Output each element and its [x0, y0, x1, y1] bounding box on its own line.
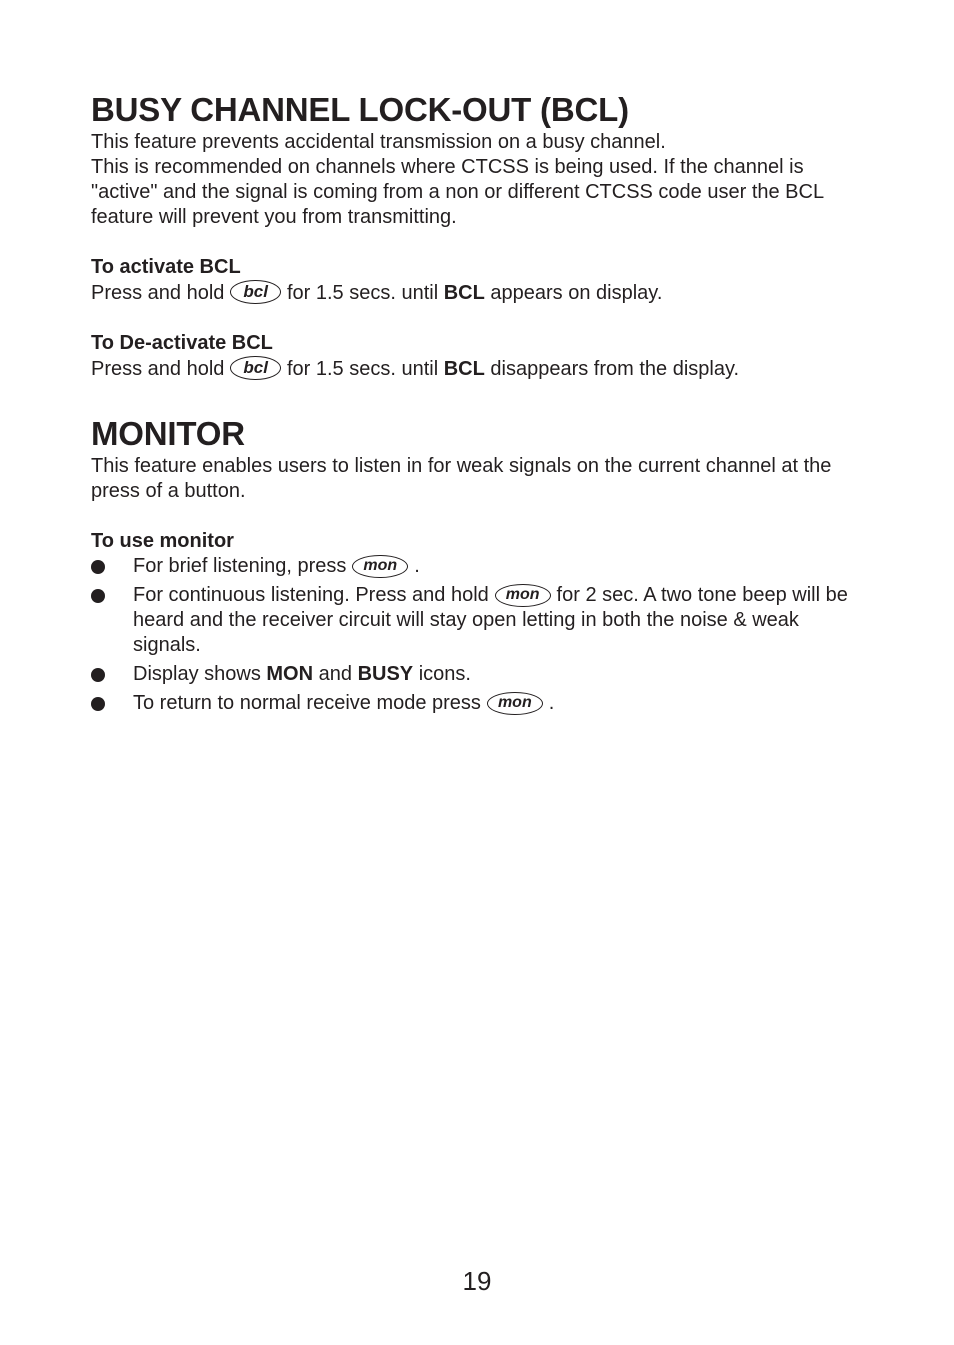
bullet-icon	[91, 668, 105, 682]
mon-key-icon: mon	[352, 555, 408, 578]
manual-page	[91, 90, 871, 720]
bullet-text: .	[548, 692, 555, 714]
bcl-activate-instruction	[91, 280, 871, 306]
bullet-text: For brief listening, press	[133, 555, 347, 577]
monitor-use-heading: To use monitor	[91, 530, 234, 552]
bcl-activate-bold: BCL	[443, 282, 485, 304]
bcl-deactivate-before: Press and hold	[91, 358, 225, 380]
list-item	[91, 554, 871, 579]
bcl-key-icon: bcl	[230, 280, 281, 304]
bullet-text: icons.	[418, 663, 471, 685]
bcl-activate-heading: To activate BCL	[91, 256, 241, 278]
busy-bold: BUSY	[357, 663, 414, 685]
monitor-title: MONITOR	[91, 415, 245, 452]
bcl-deactivate-after: disappears from the display.	[490, 358, 740, 380]
bcl-activate-before: Press and hold	[91, 282, 225, 304]
page-number: 19	[462, 1266, 492, 1296]
bullet-text: Display shows	[133, 663, 261, 685]
list-item	[91, 662, 871, 687]
bcl-activate-after: appears on display.	[490, 282, 663, 304]
mon-key-icon: mon	[487, 692, 543, 715]
bullet-text: To return to normal receive mode press	[133, 692, 481, 714]
bcl-deactivate-middle: for 1.5 secs. until	[286, 358, 439, 380]
bullet-text: and	[318, 663, 352, 685]
list-item	[91, 691, 871, 716]
monitor-intro: This feature enables users to listen in for weak signals on the current channel at the press of a button.	[91, 455, 832, 502]
bcl-intro-1: This feature prevents accidental transmission on a busy channel.	[91, 131, 666, 153]
bcl-title: BUSY CHANNEL LOCK-OUT (BCL)	[91, 91, 629, 128]
bcl-intro-2: This is recommended on channels where CTCSS is being used. If the channel is "active" and the signal is coming from a non or different CTCSS code user the BCL feature will prevent you from transmitting.	[91, 156, 824, 228]
monitor-bullet-list	[91, 554, 871, 716]
bcl-activate-middle: for 1.5 secs. until	[286, 282, 439, 304]
bullet-icon	[91, 697, 105, 711]
mon-key-icon: mon	[495, 584, 551, 607]
bullet-icon	[91, 560, 105, 574]
mon-bold: MON	[266, 663, 314, 685]
bcl-deactivate-heading: To De-activate BCL	[91, 332, 273, 354]
bullet-text: .	[414, 555, 420, 577]
bcl-deactivate-instruction	[91, 356, 871, 382]
bullet-icon	[91, 589, 105, 603]
bcl-deactivate-bold: BCL	[443, 358, 485, 380]
list-item	[91, 583, 871, 658]
bullet-text: For continuous listening. Press and hold	[133, 584, 489, 606]
bullet-text: for 2 sec. A two tone beep will be heard and the receiver circuit will stay open letting in both the noise & weak signals.	[133, 584, 848, 656]
bcl-key-icon: bcl	[230, 356, 281, 380]
